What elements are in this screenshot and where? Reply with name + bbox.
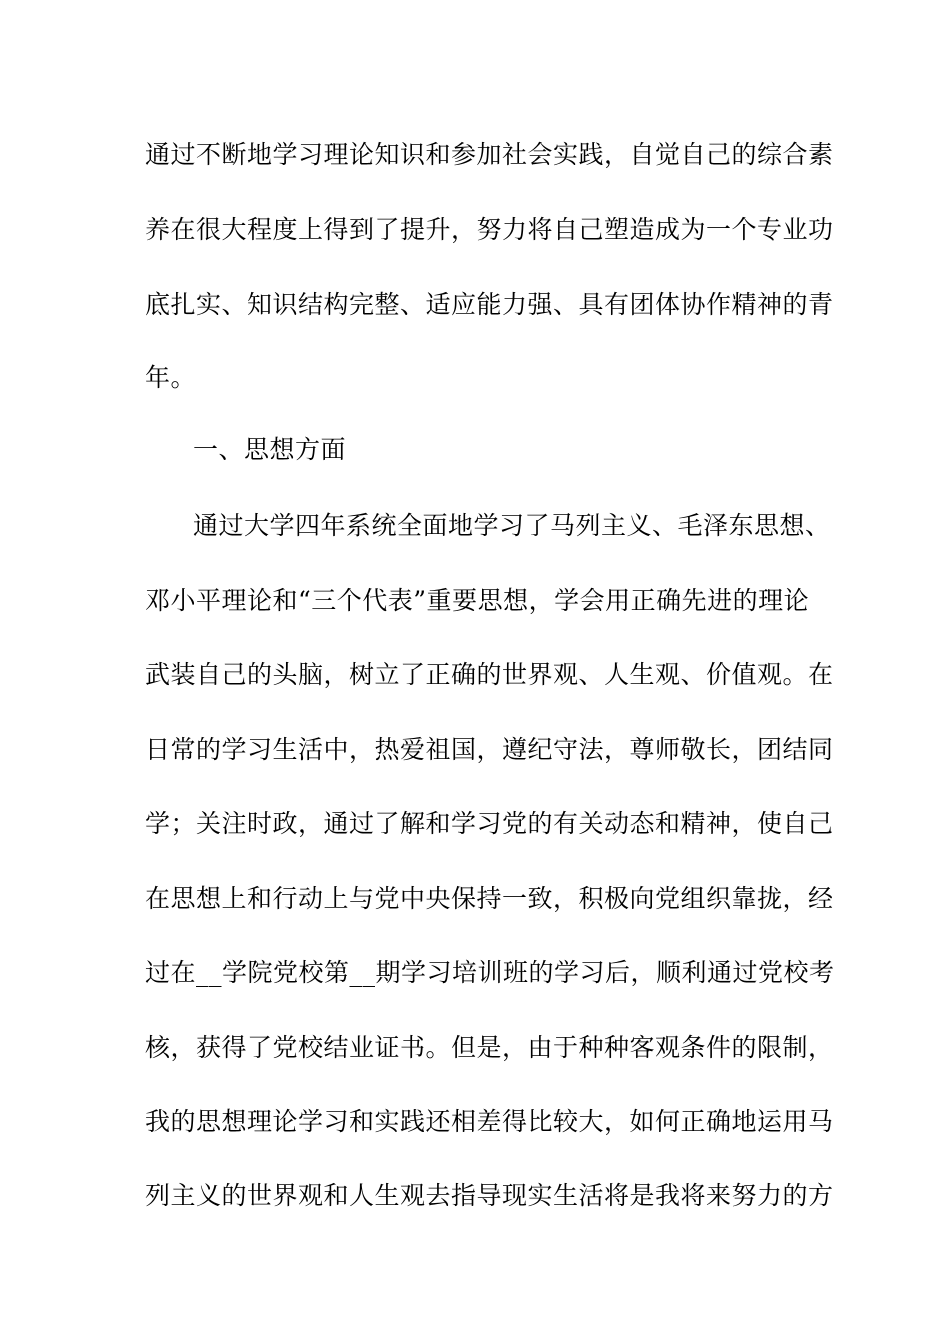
paragraph-line-1: 通过不断地学习理论知识和参加社会实践，自觉自己的综合素 <box>145 140 834 169</box>
paragraph-line-3: 底扎实、知识结构完整、适应能力强、具有团体协作精神的青 <box>145 290 834 319</box>
paragraph-line-9: 日常的学习生活中，热爱祖国，遵纪守法，尊师敬长，团结同 <box>145 735 834 764</box>
paragraph-line-8: 武装自己的头脑，树立了正确的世界观、人生观、价值观。在 <box>145 660 834 689</box>
paragraph-line-2: 养在很大程度上得到了提升，努力将自己塑造成为一个专业功 <box>145 215 834 244</box>
paragraph-line-4: 年。 <box>145 363 197 392</box>
paragraph-line-7: 邓小平理论和“三个代表”重要思想，学会用正确先进的理论 <box>145 586 810 615</box>
paragraph-line-15: 列主义的世界观和人生观去指导现实生活将是我将来努力的方 <box>145 1181 834 1210</box>
paragraph-line-14: 我的思想理论学习和实践还相差得比较大，如何正确地运用马 <box>145 1107 834 1136</box>
paragraph-line-6: 通过大学四年系统全面地学习了马列主义、毛泽东思想、 <box>193 511 831 540</box>
paragraph-line-10: 学；关注时政，通过了解和学习党的有关动态和精神，使自己 <box>145 809 834 838</box>
paragraph-line-12: 过在__学院党校第__期学习培训班的学习后，顺利通过党校考 <box>145 958 835 987</box>
paragraph-line-13: 核，获得了党校结业证书。但是，由于种种客观条件的限制， <box>145 1033 834 1062</box>
paragraph-line-11: 在思想上和行动上与党中央保持一致，积极向党组织靠拢，经 <box>145 884 834 913</box>
section-heading: 一、思想方面 <box>193 435 347 464</box>
